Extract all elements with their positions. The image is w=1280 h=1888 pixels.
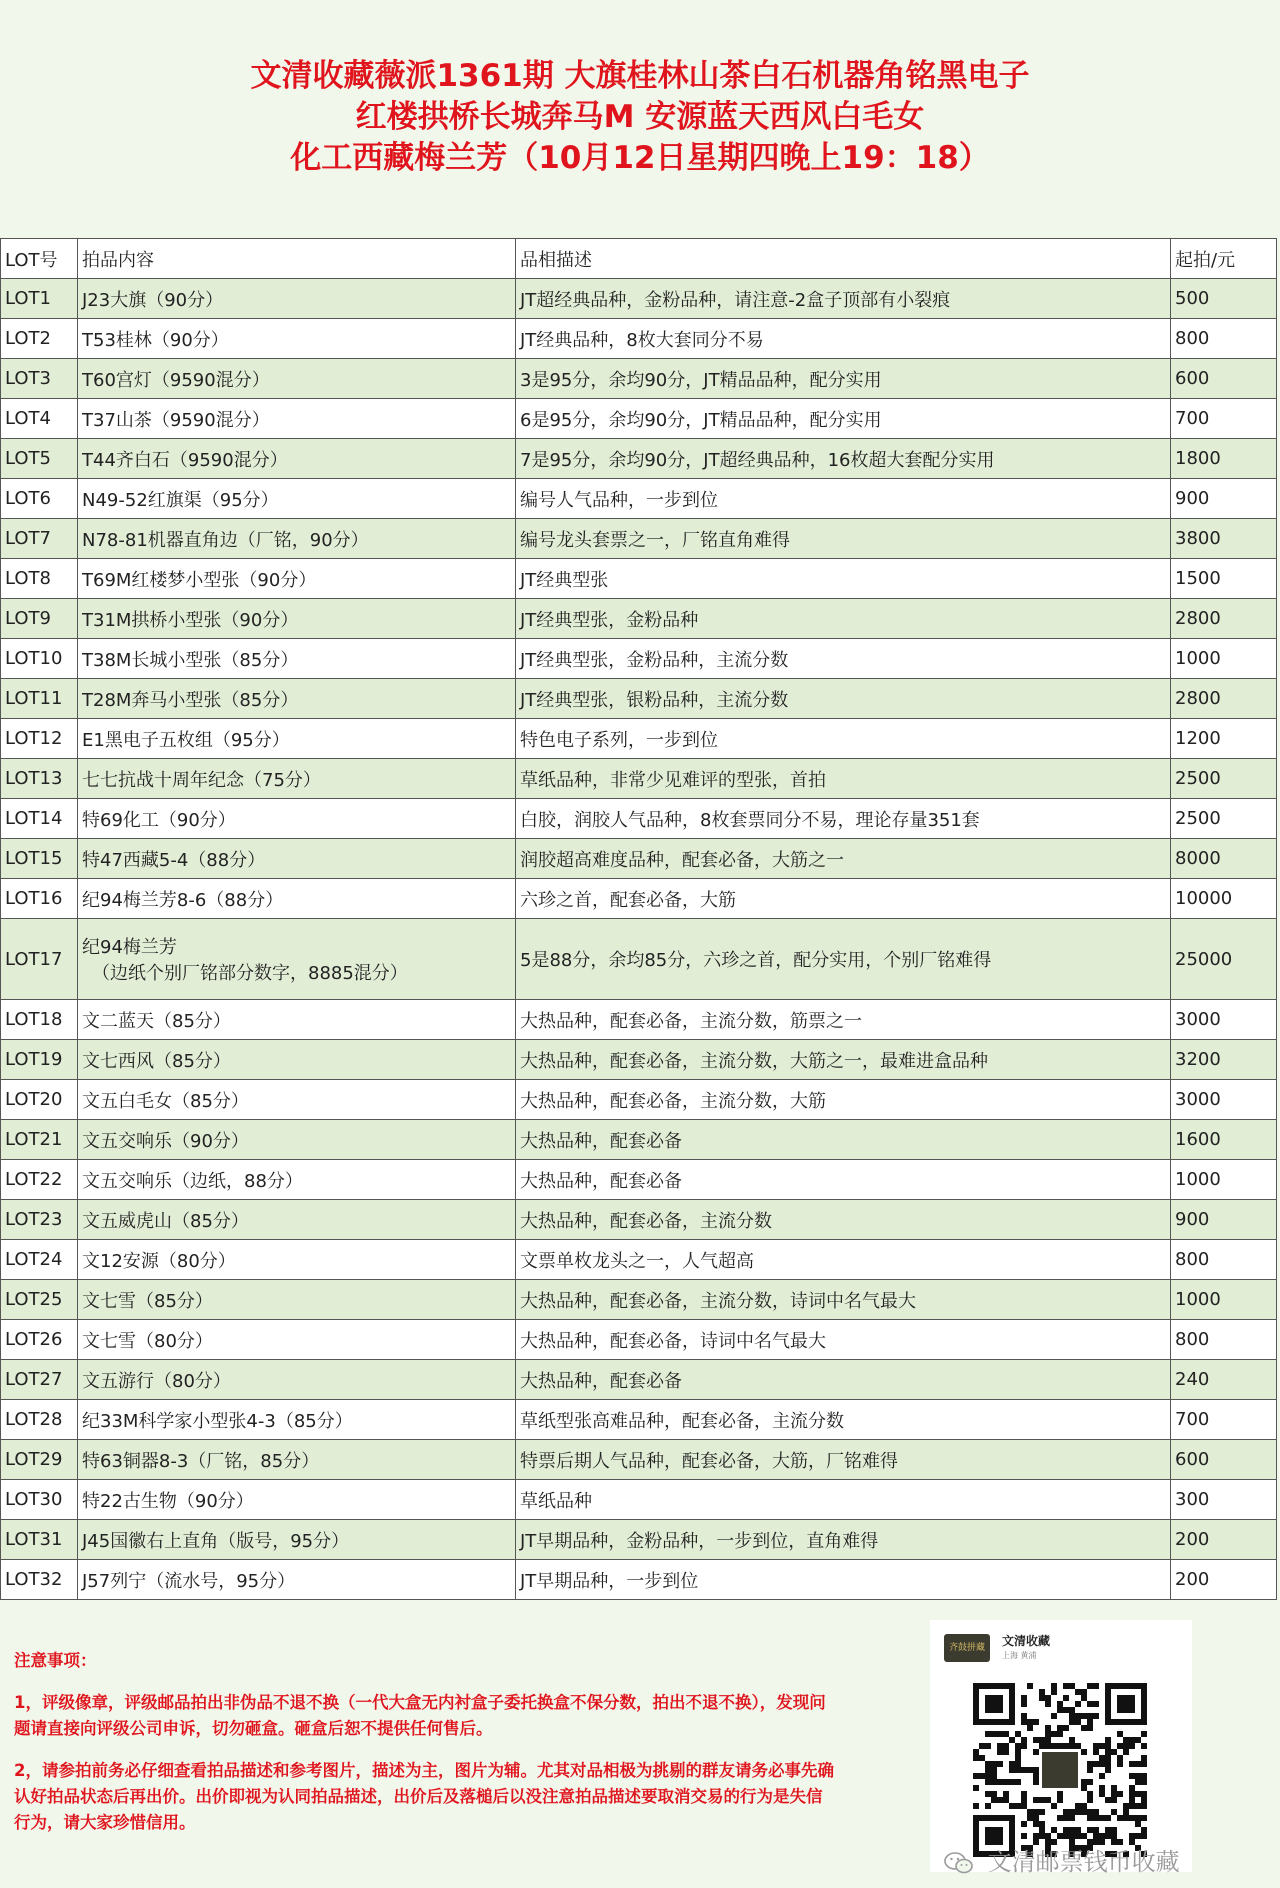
watermark: [944, 1842, 1180, 1877]
lot-number: LOT17: [1, 919, 78, 1000]
table-row: [1, 679, 1277, 719]
lot-item: 文12安源（80分）: [78, 1240, 516, 1280]
lot-item: 纪94梅兰芳8-6（88分）: [78, 879, 516, 919]
lot-number: LOT1: [1, 279, 78, 319]
table-row: [1, 359, 1277, 399]
lot-number: LOT13: [1, 759, 78, 799]
lot-description: 6是95分，余均90分，JT精品品种，配分实用: [516, 399, 1171, 439]
lot-item: 文七雪（85分）: [78, 1280, 516, 1320]
lot-item: J23大旗（90分）: [78, 279, 516, 319]
table-row: [1, 719, 1277, 759]
lot-start-price: 500: [1171, 279, 1277, 319]
lot-number: LOT7: [1, 519, 78, 559]
lot-start-price: 600: [1171, 1440, 1277, 1480]
lot-start-price: 1500: [1171, 559, 1277, 599]
lot-item: N49-52红旗渠（95分）: [78, 479, 516, 519]
lot-start-price: 300: [1171, 1480, 1277, 1520]
lot-item: 文二蓝天（85分）: [78, 1000, 516, 1040]
lot-number: LOT25: [1, 1280, 78, 1320]
lot-number: LOT26: [1, 1320, 78, 1360]
lot-item: N78-81机器直角边（厂铭，90分）: [78, 519, 516, 559]
lot-start-price: 2800: [1171, 679, 1277, 719]
lot-description: 大热品种，配套必备: [516, 1160, 1171, 1200]
lot-number: LOT30: [1, 1480, 78, 1520]
lot-number: LOT2: [1, 319, 78, 359]
lot-item: 纪33M科学家小型张4-3（85分）: [78, 1400, 516, 1440]
table-row: [1, 1200, 1277, 1240]
table-row: [1, 799, 1277, 839]
table-row: [1, 759, 1277, 799]
table-row: [1, 1000, 1277, 1040]
lot-item: T44齐白石（9590混分）: [78, 439, 516, 479]
header-desc: 品相描述: [516, 239, 1171, 279]
lot-number: LOT8: [1, 559, 78, 599]
qr-shop-location: 上海 黄浦: [1002, 1651, 1037, 1660]
lot-item: [78, 919, 516, 1000]
table-row: [1, 1360, 1277, 1400]
lot-item: 特22古生物（90分）: [78, 1480, 516, 1520]
table-row: [1, 1120, 1277, 1160]
auction-lot-table: [0, 238, 1277, 1600]
lot-table-body: [1, 279, 1277, 1600]
note-item-1: 1，评级像章，评级邮品拍出非伪品不退不换（一代大盒无内衬盒子委托换盒不保分数，拍出不退不换），发现问题请直接向评级公司申诉，切勿砸盒。砸盒后恕不提供任何售后。: [14, 1693, 826, 1738]
lot-description: 大热品种，配套必备，诗词中名气最大: [516, 1320, 1171, 1360]
lot-number: LOT12: [1, 719, 78, 759]
lot-item: T38M长城小型张（85分）: [78, 639, 516, 679]
lot-item: 文五交响乐（90分）: [78, 1120, 516, 1160]
lot-description: JT经典型张，金粉品种，主流分数: [516, 639, 1171, 679]
lot-description: 草纸品种: [516, 1480, 1171, 1520]
header-item: 拍品内容: [78, 239, 516, 279]
table-row: [1, 1160, 1277, 1200]
lot-start-price: 800: [1171, 1240, 1277, 1280]
lot-item: 文五白毛女（85分）: [78, 1080, 516, 1120]
lot-number: LOT27: [1, 1360, 78, 1400]
lot-description: 3是95分，余均90分，JT精品品种，配分实用: [516, 359, 1171, 399]
lot-start-price: 2500: [1171, 759, 1277, 799]
lot-number: LOT31: [1, 1520, 78, 1560]
lot-description: JT超经典品种，金粉品种，请注意-2盒子顶部有小裂痕: [516, 279, 1171, 319]
lot-description: 大热品种，配套必备: [516, 1360, 1171, 1400]
lot-start-price: 900: [1171, 479, 1277, 519]
table-row: [1, 1240, 1277, 1280]
table-row: [1, 1280, 1277, 1320]
lot-item-line-2: （边纸个别厂铭部分数字，8885混分）: [92, 963, 408, 984]
table-row: [1, 399, 1277, 439]
lot-start-price: 1000: [1171, 1160, 1277, 1200]
lot-description: 编号人气品种，一步到位: [516, 479, 1171, 519]
table-row: [1, 1480, 1277, 1520]
lot-item: 文五威虎山（85分）: [78, 1200, 516, 1240]
lot-number: LOT10: [1, 639, 78, 679]
table-row: [1, 599, 1277, 639]
lot-item-line-1: 纪94梅兰芳: [82, 937, 177, 958]
lot-start-price: 1200: [1171, 719, 1277, 759]
lot-item: 文七西风（85分）: [78, 1040, 516, 1080]
lot-number: LOT23: [1, 1200, 78, 1240]
table-header-row: [1, 239, 1277, 279]
lot-start-price: 10000: [1171, 879, 1277, 919]
lot-description: 白胶，润胶人气品种，8枚套票同分不易，理论存量351套: [516, 799, 1171, 839]
lot-description: 文票单枚龙头之一，人气超高: [516, 1240, 1171, 1280]
lot-item: T31M拱桥小型张（90分）: [78, 599, 516, 639]
table-row: [1, 519, 1277, 559]
lot-description: JT早期品种，金粉品种，一步到位，直角难得: [516, 1520, 1171, 1560]
lot-item: J57列宁（流水号，95分）: [78, 1560, 516, 1600]
title-line-2: 红楼拱桥长城奔马M 安源蓝天西风白毛女: [355, 99, 925, 135]
lot-description: 特色电子系列，一步到位: [516, 719, 1171, 759]
lot-item: T53桂林（90分）: [78, 319, 516, 359]
table-row: [1, 1320, 1277, 1360]
lot-start-price: 2800: [1171, 599, 1277, 639]
lot-number: LOT19: [1, 1040, 78, 1080]
lot-start-price: 240: [1171, 1360, 1277, 1400]
lot-item: T28M奔马小型张（85分）: [78, 679, 516, 719]
lot-number: LOT16: [1, 879, 78, 919]
lot-item: J45国徽右上直角（版号，95分）: [78, 1520, 516, 1560]
notes-section: [14, 1648, 834, 1852]
lot-description: 六珍之首，配套必备，大筋: [516, 879, 1171, 919]
shop-logo: 齐鼓拼藏: [944, 1634, 990, 1662]
table-row: [1, 319, 1277, 359]
lot-description: 7是95分，余均90分，JT超经典品种，16枚超大套配分实用: [516, 439, 1171, 479]
lot-item: 特47西藏5-4（88分）: [78, 839, 516, 879]
lot-start-price: 3000: [1171, 1000, 1277, 1040]
page-title: [0, 56, 1280, 179]
lot-item: 文七雪（80分）: [78, 1320, 516, 1360]
lot-number: LOT4: [1, 399, 78, 439]
lot-item: 文五游行（80分）: [78, 1360, 516, 1400]
lot-start-price: 900: [1171, 1200, 1277, 1240]
note-item-2: 2，请参拍前务必仔细查看拍品描述和参考图片，描述为主，图片为辅。尤其对品相极为挑剔的群友请务必事先确认好拍品状态后再出价。出价即视为认同拍品描述，出价后及落槌后以没注意拍品描述要取消交易的行为是失信行为，请大家珍惜信用。: [14, 1761, 834, 1832]
table-row: [1, 559, 1277, 599]
table-row: [1, 919, 1277, 1000]
lot-description: 大热品种，配套必备，主流分数，大筋: [516, 1080, 1171, 1120]
lot-start-price: 3200: [1171, 1040, 1277, 1080]
lot-number: LOT29: [1, 1440, 78, 1480]
lot-number: LOT3: [1, 359, 78, 399]
lot-number: LOT22: [1, 1160, 78, 1200]
lot-number: LOT11: [1, 679, 78, 719]
lot-number: LOT28: [1, 1400, 78, 1440]
lot-description: 特票后期人气品种，配套必备，大筋，厂铭难得: [516, 1440, 1171, 1480]
lot-number: LOT20: [1, 1080, 78, 1120]
wechat-icon: [944, 1852, 974, 1874]
lot-start-price: 800: [1171, 319, 1277, 359]
lot-description: JT经典型张，银粉品种，主流分数: [516, 679, 1171, 719]
lot-start-price: 1800: [1171, 439, 1277, 479]
lot-start-price: 700: [1171, 399, 1277, 439]
lot-description: 5是88分，余均85分，六珍之首，配分实用，个别厂铭难得: [516, 919, 1171, 1000]
header-price: 起拍/元: [1171, 239, 1277, 279]
table-row: [1, 1400, 1277, 1440]
lot-description: JT经典型张，金粉品种: [516, 599, 1171, 639]
lot-number: LOT24: [1, 1240, 78, 1280]
lot-number: LOT18: [1, 1000, 78, 1040]
lot-item: E1黑电子五枚组（95分）: [78, 719, 516, 759]
lot-start-price: 25000: [1171, 919, 1277, 1000]
qr-code-icon[interactable]: [960, 1680, 1160, 1860]
table-row: [1, 1520, 1277, 1560]
lot-number: LOT32: [1, 1560, 78, 1600]
lot-start-price: 600: [1171, 359, 1277, 399]
lot-start-price: 2500: [1171, 799, 1277, 839]
lot-description: 大热品种，配套必备，主流分数，诗词中名气最大: [516, 1280, 1171, 1320]
lot-number: LOT9: [1, 599, 78, 639]
lot-description: 大热品种，配套必备，主流分数: [516, 1200, 1171, 1240]
lot-item: 文五交响乐（边纸，88分）: [78, 1160, 516, 1200]
lot-description: 编号龙头套票之一，厂铭直角难得: [516, 519, 1171, 559]
table-row: [1, 879, 1277, 919]
lot-number: LOT14: [1, 799, 78, 839]
lot-description: 草纸型张高难品种，配套必备，主流分数: [516, 1400, 1171, 1440]
lot-description: 大热品种，配套必备: [516, 1120, 1171, 1160]
table-row: [1, 479, 1277, 519]
lot-start-price: 3800: [1171, 519, 1277, 559]
lot-description: JT早期品种，一步到位: [516, 1560, 1171, 1600]
lot-item: T37山茶（9590混分）: [78, 399, 516, 439]
table-row: [1, 1560, 1277, 1600]
lot-description: JT经典品种，8枚大套同分不易: [516, 319, 1171, 359]
lot-item: 特69化工（90分）: [78, 799, 516, 839]
lot-description: 草纸品种，非常少见难评的型张，首拍: [516, 759, 1171, 799]
qr-shop-name: 文清收藏: [1002, 1634, 1051, 1648]
table-row: [1, 839, 1277, 879]
lot-start-price: 3000: [1171, 1080, 1277, 1120]
lot-description: JT经典型张: [516, 559, 1171, 599]
header-lot: LOT号: [1, 239, 78, 279]
qr-card: [930, 1620, 1192, 1872]
lot-item: T69M红楼梦小型张（90分）: [78, 559, 516, 599]
title-line-1: 文清收藏薇派1361期 大旗桂林山茶白石机器角铭黑电子: [250, 58, 1030, 94]
lot-start-price: 200: [1171, 1520, 1277, 1560]
lot-start-price: 1000: [1171, 639, 1277, 679]
title-line-3: 化工西藏梅兰芳（10月12日星期四晚上19：18）: [290, 140, 990, 176]
lot-item: 特63铜器8-3（厂铭，85分）: [78, 1440, 516, 1480]
notes-heading: 注意事项：: [14, 1651, 97, 1670]
lot-item: 七七抗战十周年纪念（75分）: [78, 759, 516, 799]
lot-start-price: 200: [1171, 1560, 1277, 1600]
lot-start-price: 800: [1171, 1320, 1277, 1360]
lot-description: 大热品种，配套必备，主流分数，大筋之一，最难进盒品种: [516, 1040, 1171, 1080]
table-row: [1, 1080, 1277, 1120]
table-row: [1, 279, 1277, 319]
lot-description: 润胶超高难度品种，配套必备，大筋之一: [516, 839, 1171, 879]
lot-item: T60宫灯（9590混分）: [78, 359, 516, 399]
lot-number: LOT5: [1, 439, 78, 479]
lot-start-price: 700: [1171, 1400, 1277, 1440]
table-row: [1, 1040, 1277, 1080]
watermark-text: 文清邮票钱币收藏: [987, 1848, 1180, 1876]
lot-description: 大热品种，配套必备，主流分数，筋票之一: [516, 1000, 1171, 1040]
lot-number: LOT6: [1, 479, 78, 519]
lot-number: LOT21: [1, 1120, 78, 1160]
table-row: [1, 1440, 1277, 1480]
lot-start-price: 1600: [1171, 1120, 1277, 1160]
table-row: [1, 439, 1277, 479]
lot-number: LOT15: [1, 839, 78, 879]
lot-start-price: 1000: [1171, 1280, 1277, 1320]
table-row: [1, 639, 1277, 679]
lot-start-price: 8000: [1171, 839, 1277, 879]
